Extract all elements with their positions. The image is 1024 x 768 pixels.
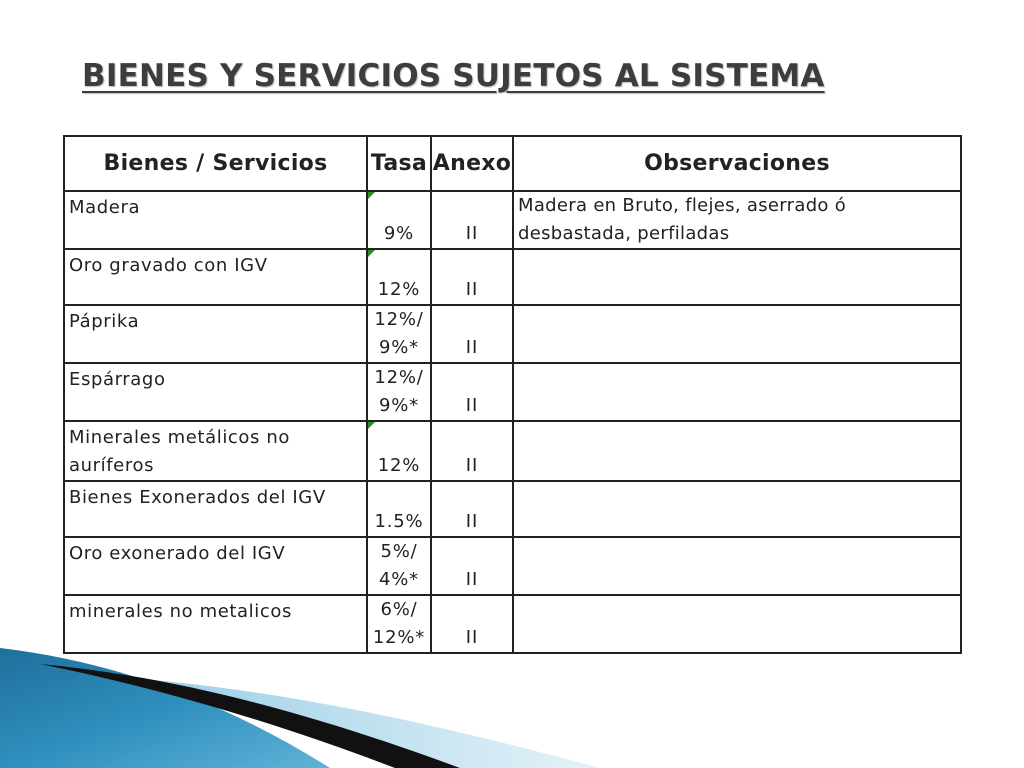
header-anexo: Anexo [431,136,513,191]
tasa-value-line1: 5%/ [380,541,418,562]
slide-title: BIENES Y SERVICIOS SUJETOS AL SISTEMA [82,58,825,94]
cell-anexo: II [431,249,513,305]
tasa-value-line2: 12%* [372,627,426,648]
cell-bien: minerales no metalicos [64,595,367,653]
header-bienes-servicios: Bienes / Servicios [64,136,367,191]
tasa-value: 12% [377,455,421,476]
tasa-value-line1: 12%/ [374,367,424,388]
cell-bien: Bienes Exonerados del IGV [64,481,367,537]
cell-anexo: II [431,595,513,653]
cell-bien: Páprika [64,305,367,363]
cell-observaciones: Madera en Bruto, flejes, aserrado ó desbastada, perfiladas [513,191,961,249]
tasa-value: 12% [377,279,421,300]
header-observaciones: Observaciones [513,136,961,191]
tasa-value-line2: 9%* [379,395,419,416]
header-tasa: Tasa [367,136,431,191]
cell-bien: Oro exonerado del IGV [64,537,367,595]
cell-bien: Espárrago [64,363,367,421]
cell-anexo: II [431,363,513,421]
cell-anexo: II [431,191,513,249]
tasa-value-line2: 9%* [379,337,419,358]
tasa-value: 1.5% [374,511,424,532]
cell-anexo: II [431,305,513,363]
tasa-value: 9% [383,223,415,244]
tasa-value-line1: 6%/ [380,599,418,620]
cell-anexo: II [431,421,513,481]
tasa-value-line2: 4%* [379,569,419,590]
cell-bien: Madera [64,191,367,249]
tasa-value-line1: 12%/ [374,309,424,330]
cell-anexo: II [431,481,513,537]
cell-bien: Minerales metálicos no auríferos [64,421,367,481]
cell-anexo: II [431,537,513,595]
cell-bien: Oro gravado con IGV [64,249,367,305]
